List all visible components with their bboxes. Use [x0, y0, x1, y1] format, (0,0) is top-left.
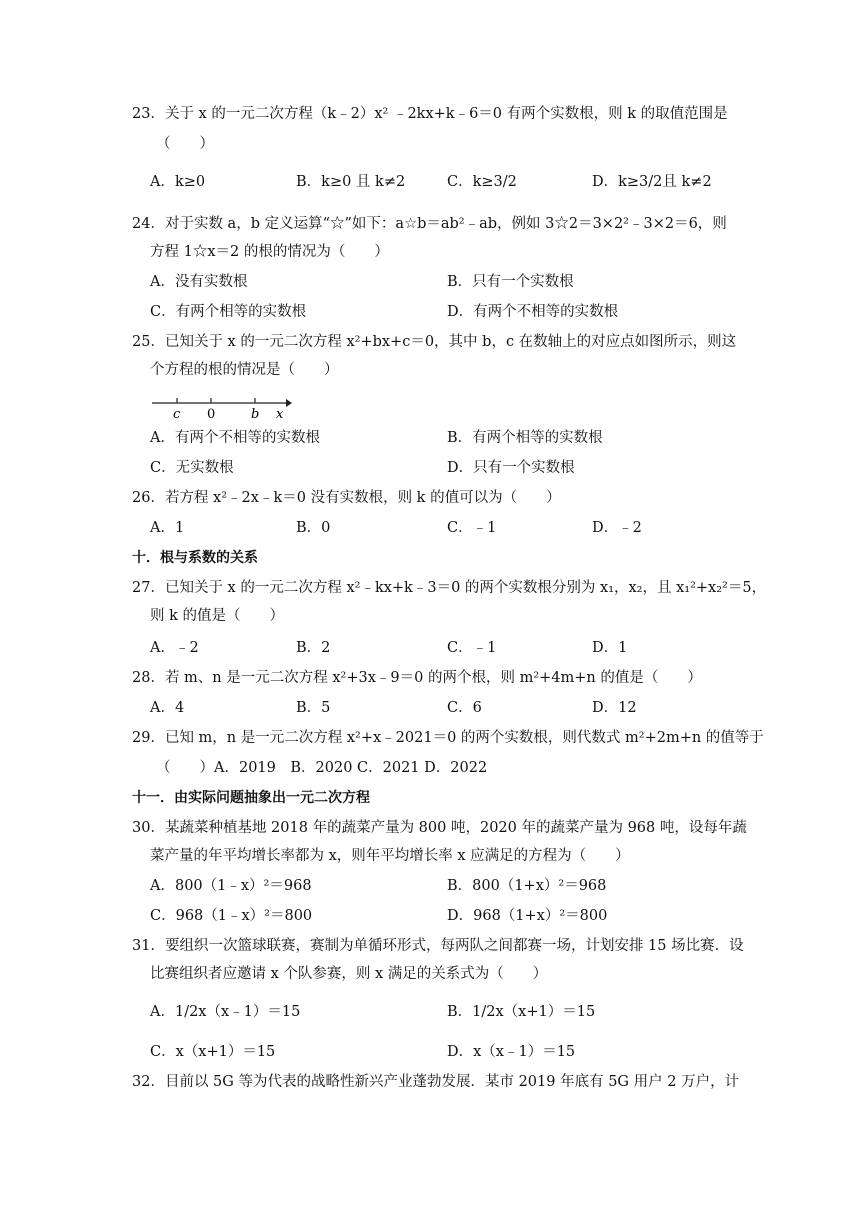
q26-option-a: A．1	[150, 520, 185, 536]
q24-line2: 方程 1☆x＝2 的根的情况为（ ）	[150, 244, 389, 260]
q28-line1: 28．若 m、n 是一元二次方程 x²+3x﹣9＝0 的两个根，则 m²+4m+n 的值是（ ）	[132, 670, 702, 686]
q26-option-b: B．0	[296, 520, 331, 536]
q27-option-a: A．﹣2	[150, 640, 199, 656]
q28-option-b: B．5	[296, 700, 331, 716]
q30-line2: 菜产量的年平均增长率都为 x，则年平均增长率 x 应满足的方程为（ ）	[150, 848, 630, 864]
q23-option-a: A．k≥0	[150, 174, 206, 190]
q26-line1: 26．若方程 x²﹣2x﹣k＝0 没有实数根，则 k 的值可以为（ ）	[132, 490, 561, 506]
q27-line2: 则 k 的值是（ ）	[150, 608, 285, 624]
q27-line1: 27．已知关于 x 的一元二次方程 x²﹣kx+k﹣3＝0 的两个实数根分别为 x₁，x₂，且 x₁²+x₂²＝5，	[132, 580, 767, 596]
q24-option-d: D．有两个不相等的实数根	[447, 304, 619, 320]
q31-line1: 31．要组织一次篮球联赛，赛制为单循环形式，每两队之间都赛一场，计划安排 15 场比赛．设	[132, 938, 744, 954]
q24-line1: 24．对于实数 a，b 定义运算“☆”如下：a☆b＝ab²﹣ab，例如 3☆2＝3×2²﹣3×2＝6，则	[132, 216, 727, 232]
label-x: x	[276, 407, 284, 422]
q24-option-b: B．只有一个实数根	[447, 274, 574, 290]
q30-option-a: A．800（1﹣x）²＝968	[150, 878, 312, 894]
q25-option-b: B．有两个相等的实数根	[447, 430, 603, 446]
section-title-10: 十．根与系数的关系	[132, 550, 258, 566]
q25-option-d: D．只有一个实数根	[447, 460, 575, 476]
q31-option-c: C．x（x+1）＝15	[150, 1044, 276, 1060]
q23-option-c: C．k≥3/2	[447, 174, 517, 190]
q27-option-d: D．1	[592, 640, 628, 656]
q25-line2: 个方程的根的情况是（ ）	[150, 362, 339, 378]
q28-option-a: A．4	[150, 700, 185, 716]
q32-line1: 32．目前以 5G 等为代表的战略性新兴产业蓬勃发展．某市 2019 年底有 5G 用户 2 万户，计	[132, 1074, 740, 1090]
q31-option-d: D．x（x﹣1）＝15	[447, 1044, 576, 1060]
q30-option-b: B．800（1+x）²＝968	[447, 878, 607, 894]
q29-line1: 29．已知 m，n 是一元二次方程 x²+x﹣2021＝0 的两个实数根，则代数式 m²+2m+n 的值等于	[132, 730, 764, 746]
q26-option-d: D．﹣2	[592, 520, 642, 536]
q25-option-c: C．无实数根	[150, 460, 234, 476]
q31-option-b: B．1/2x（x+1）＝15	[447, 1004, 596, 1020]
number-line-figure	[152, 393, 292, 423]
label-b: b	[251, 407, 260, 422]
section-title-11: 十一．由实际问题抽象出一元二次方程	[132, 790, 370, 806]
q23-option-d: D．k≥3/2且 k≠2	[592, 174, 712, 190]
q28-option-c: C．6	[447, 700, 482, 716]
q28-option-d: D．12	[592, 700, 637, 716]
q23-line1: 23．关于 x 的一元二次方程（k﹣2）x² ﹣2kx+k﹣6＝0 有两个实数根，则 k 的取值范围是	[132, 106, 728, 122]
label-zero: 0	[207, 407, 216, 422]
q30-option-c: C．968（1﹣x）²＝800	[150, 908, 313, 924]
q24-option-c: C．有两个相等的实数根	[150, 304, 307, 320]
q23-option-b: B．k≥0 且 k≠2	[296, 174, 406, 190]
q26-option-c: C．﹣1	[447, 520, 497, 536]
q24-option-a: A．没有实数根	[150, 274, 248, 290]
q31-option-a: A．1/2x（x﹣1）＝15	[150, 1004, 301, 1020]
number-line-arrow	[286, 399, 292, 407]
q25-option-a: A．有两个不相等的实数根	[150, 430, 320, 446]
q30-option-d: D．968（1+x）²＝800	[447, 908, 608, 924]
q29-line2: （ ）A．2019 B．2020 C．2021 D．2022	[156, 760, 488, 776]
label-c: c	[173, 407, 181, 422]
q31-line2: 比赛组织者应邀请 x 个队参赛，则 x 满足的关系式为（ ）	[150, 966, 548, 982]
q25-line1: 25．已知关于 x 的一元二次方程 x²+bx+c＝0，其中 b，c 在数轴上的对应点如图所示，则这	[132, 334, 737, 350]
q27-option-b: B．2	[296, 640, 331, 656]
q27-option-c: C．﹣1	[447, 640, 497, 656]
q30-line1: 30．某蔬菜种植基地 2018 年的蔬菜产量为 800 吨，2020 年的蔬菜产量为 968 吨，设每年蔬	[132, 820, 747, 836]
q23-line2: （ ）	[156, 136, 214, 152]
